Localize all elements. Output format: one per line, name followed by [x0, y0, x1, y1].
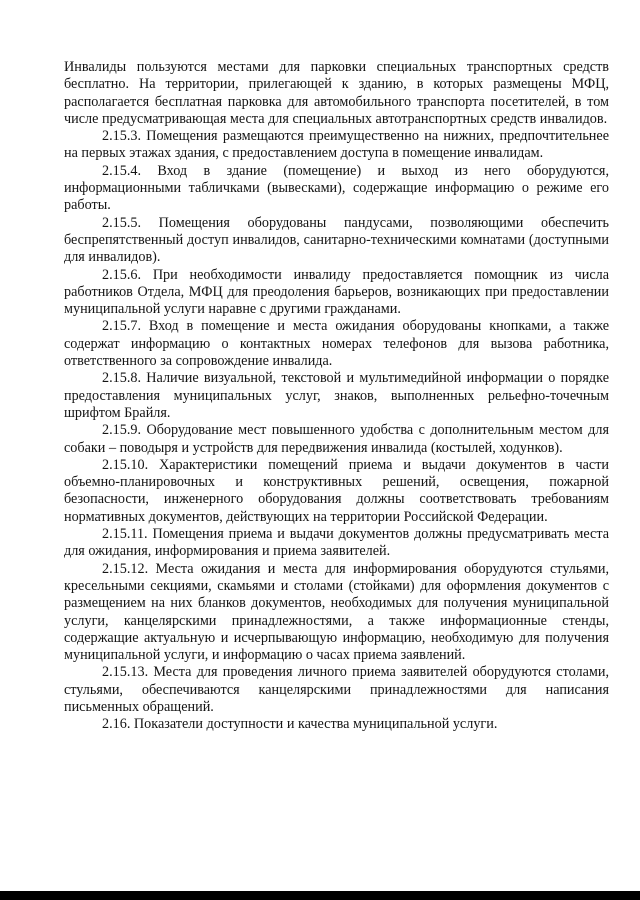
paragraph-2-15-7: 2.15.7. Вход в помещение и места ожидания оборудованы кнопками, а также содержат информацию о контактных номерах телефонов для вызова работника, ответственного за сопровождение инвалида.: [64, 318, 609, 370]
paragraph-parking: Инвалиды пользуются местами для парковки специальных транспортных средств бесплатно. На территории, прилегающей к зданию, в которых размещены МФЦ, располагается бесплатная парковка для автомобильного транспорта посетителей, в том числе предусматривающая места для специальных автотранспортных средств инвалидов.: [64, 59, 609, 127]
paragraph-2-15-12: 2.15.12. Места ожидания и места для информирования оборудуются стульями, кресельными секциями, скамьями и столами (стойками) для оформления документов с размещением на них бланков документов, необходимых для получения муниципальной услуги, канцелярскими принадлежностями, а также информационные стенды, содержащие актуальную и исчерпывающую информацию, необходимую для получения муниципальной услуги, и информацию о часах приема заявлений.: [64, 560, 609, 664]
paragraph-2-15-3: 2.15.3. Помещения размещаются преимущественно на нижних, предпочтительнее на первых этажах здания, с предоставлением доступа в помещение инвалидам.: [64, 128, 609, 162]
scan-bottom-edge: [0, 891, 640, 900]
paragraph-2-16: 2.16. Показатели доступности и качества муниципальной услуги.: [102, 716, 498, 733]
paragraph-2-15-10: 2.15.10. Характеристики помещений приема и выдачи документов в части объемно-планировочных и конструктивных решений, освещения, пожарной безопасности, инженерного оборудования должны соответствовать требованиям нормативных документов, действующих на территории Российской Федерации.: [64, 456, 609, 525]
document-body: [64, 59, 609, 734]
paragraph-2-15-13: 2.15.13. Места для проведения личного приема заявителей оборудуются столами, стульями, обеспечиваются канцелярскими принадлежностями для написания письменных обращений.: [64, 664, 609, 715]
paragraph-2-15-9: 2.15.9. Оборудование мест повышенного удобства с дополнительным местом для собаки – поводыря и устройств для передвижения инвалида (костылей, ходунков).: [64, 422, 609, 456]
paragraph-2-15-8: 2.15.8. Наличие визуальной, текстовой и мультимедийной информации о порядке предоставления муниципальных услуг, знаков, выполненных рельефно-точечным шрифтом Брайля.: [64, 370, 609, 421]
paragraph-2-15-5: 2.15.5. Помещения оборудованы пандусами, позволяющими обеспечить беспрепятственный доступ инвалидов, санитарно-техническими комнатами (доступными для инвалидов).: [64, 214, 609, 266]
paragraph-2-15-6: 2.15.6. При необходимости инвалиду предоставляется помощник из числа работников Отдела, МФЦ для преодоления барьеров, возникающих при предоставлении муниципальной услуги наравне с другими гражданами.: [64, 266, 609, 318]
paragraph-2-15-4: 2.15.4. Вход в здание (помещение) и выход из него оборудуются, информационными табличками (вывесками), содержащие информацию о режиме его работы.: [64, 162, 609, 214]
paragraph-2-15-11: 2.15.11. Помещения приема и выдачи документов должны предусматривать места для ожидания, информирования и приема заявителей.: [64, 526, 609, 560]
